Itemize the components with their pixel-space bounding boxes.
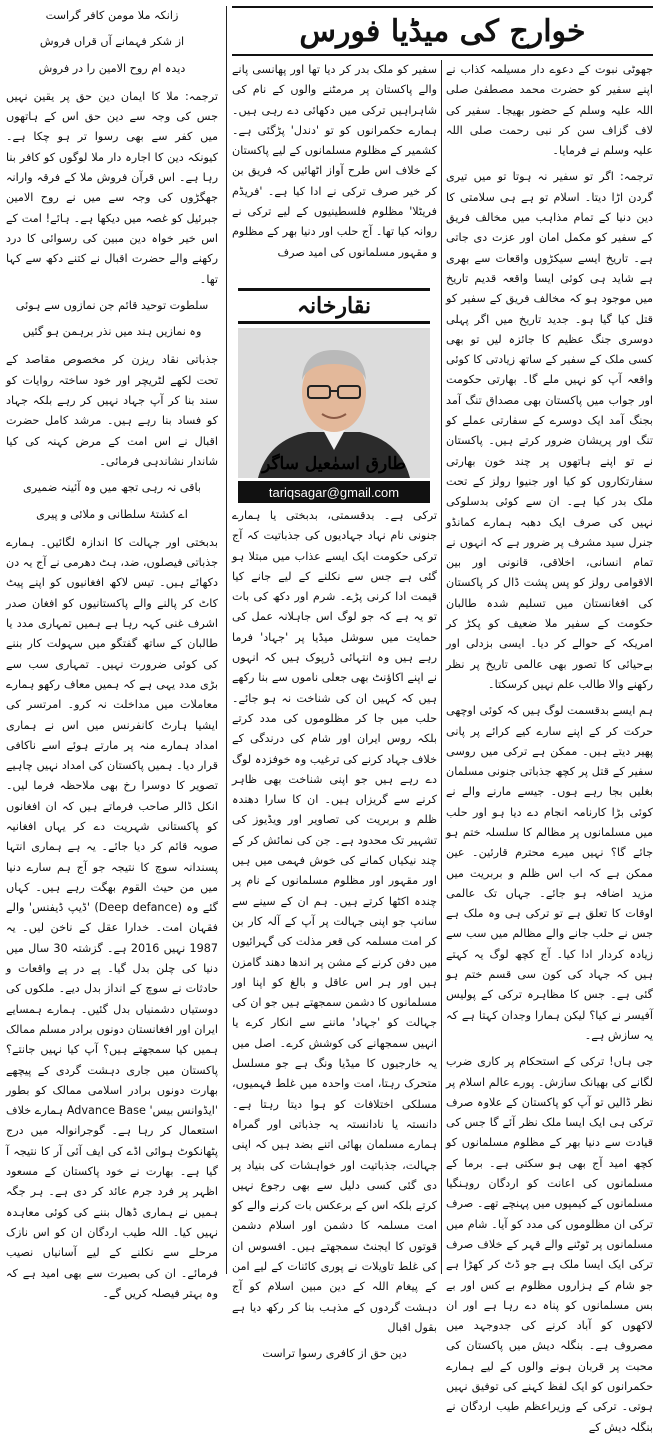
column-upper-text [232, 60, 437, 286]
author-photo [238, 328, 430, 478]
article-column-right [446, 60, 653, 1434]
paragraph: سفیر کو ملک بدر کر دیا تھا اور پھانسی پانے والے پاکستان پر مرمٹنے والوں کے نام کی شاہراہیں ترکی میں دکھائی دے رہی ہیں۔ ہمارے حکمرانوں کو تو 'دندل' پڑگئی ہے۔ کشمیر کے مظلوم مسلمانوں کے لیے پاکستان کے خلاف اس طرح آواز اٹھائیں کہ فریق بن کر خیر صرف ترکی نے ادا کیا ہے۔ 'فریڈم فریٹلا' مظلوم فلسطینیوں کے لیے ترکی نے روانہ کیا تھا۔ آج حلب اور دنیا بھر کے مظلوم و مقہور مسلمانوں کی امید صرف [232, 63, 437, 259]
article-column-left [6, 6, 218, 1300]
verse-line: زانکہ ملا مومن کافر گراست [45, 9, 179, 22]
verse-line: دین حق از کافری رسوا تراست [262, 1347, 407, 1361]
verse-line: سلطوت توحید قائم جن نمازوں سے ہوئی [15, 298, 209, 312]
paragraph: جذباتی نقاد ریزن کر مخصوص مقاصد کے تحت لکھے لٹریچر اور خود ساختہ روایات کو سند بنا کر آپ جہاد نہیں کر رہے بلکہ جہاد کو فساد بنا رہے ہیں۔ مرشد کامل حضرت اقبال نے اس امت کے مرض کہنہ کی کیا شاندار نشاندہی فرمائی۔ [6, 353, 218, 468]
paragraph: ترجمہ: اگر تو سفیر نہ ہوتا تو میں تیری گردن اڑا دیتا۔ اسلام تو ہے ہی سلامتی کا دین دنیا کے تمام مذاہب میں مخالف فریق کے سفیر کو مکمل امان اور عزت دی جاتی ہے۔ تاریخ ایسے سیکڑوں واقعات سے بھری ہے شاید ہی کوئی ایسا واقعہ قدیم تاریخ میں موجود ہو کہ مخالف فریق کے سفیر کو قتل کیا گیا ہو۔ جدید تاریخ میں اگر پہلی دوسری جنگ عظیم کا جائزہ لیں تو بھی کسی ملک کے سفیر کے ساتھ زیادتی کا کوئی واقعہ آپ کو نہیں ملے گا۔ بھارتی حکومت اور جواب میں پاکستان بھی مصداق تنگ آمد بجنگ آمد ایک دوسرے کے سفارتی عملے کو تنگ اور پریشان ضرور کرتے ہیں۔ پاکستان نے تو اپنے ہاتھوں پر چند خون بھارتی سفارتکاروں کو کیا اور جنیوا رولز کے تحت ملک بدر کیا ہے۔ ان سے کوئی بدسلوکی نہیں کی صرف ایک دھبہ ہمارے کمانڈو جنرل سید مشرف پر ضرور ہے کہ انہوں نے تمام انسانی، اخلاقی، قانونی اور بین الاقوامی رولز کو پس پشت ڈال کر پاکستان کی افغانستان میں تسلیم شدہ طالبان حکومت کے سفیر ملا ضعیف کو پکڑ کر امریکہ کے حوالے کر دیا۔ ایسی بزدلی اور بےحیائی کا تصور بھی عالمی تاریخ پر نظر رکھنے والا طالب علم نہیں کرسکتا۔ [446, 170, 653, 691]
verse-block [6, 478, 218, 525]
article-column-middle [232, 60, 437, 1361]
verse-line: باقی نہ رہی تجھ میں وہ آئینہ ضمیری [22, 481, 202, 495]
verse-line: وہ نمازیں ہند میں نذر برہمن ہو گئیں [22, 325, 202, 339]
column-lower-text [232, 506, 437, 1364]
verse-block [6, 6, 218, 79]
column-title: نقارخانہ [238, 288, 430, 324]
paragraph: ترکی ہے۔ بدقسمتی، بدبختی یا ہمارے جنونی نام نہاد جہادیوں کی جذباتیت کہ آج ترکی حکومت ایک ایسے عذاب میں مبتلا ہو گئی ہے جس سے نکلنے کے لیے جانے کیا قیمت ادا کرنی پڑے۔ شرم اور دکھ کی بات تو یہ ہے کہ جو لوگ اس جاہلانہ عمل کی حمایت میں سوشل میڈیا پر 'جہاد' فرما رہے ہیں وہ انتہائی ڈرپوک ہیں کہ انہوں نے اپنے اکاؤنٹ بھی جعلی ناموں سے بنا رکھے ہیں کہ کہیں ان کی شناخت نہ ہو جائے۔ حلب میں جا کر مظلوموں کی مدد کرتے بلکہ روس ایران اور شام کی درندگی کے خلاف جہاد کرنے کی ترغیب وہ خوفزدہ لوگ دے رہے ہیں جو اپنی شناخت بھی ظاہر کرنے سے گریزاں ہیں۔ ان کا سارا دھندہ ظلم و بربریت کی تصاویر اور ویڈیوز کی تشہیر تک محدود ہے۔ جن کی نمائش کر کے چند نیکیاں کمانے کی خوش فہمی میں ہیں اور مقہور اور مظلوم مسلمانوں کے نام پر چندہ اکٹھا کرتے ہیں۔ ہم ان کے سینے سے سانپ جو اپنی جہالت پر آپ کے آلہ کار بن کر امت مسلمہ کی قعر مذلت کی گہرائیوں میں دفن کرنے کے مشن پر اندھا دھند گامزن ہیں اور ہر اس عاقل و بالغ کو اپنا اور مسلمانوں کا دشمن سمجھتے ہیں جو ان کی جہالت کو 'جہاد' ماننے سے انکار کرے یا انہیں سمجھانے کی کوشش کرے۔ اصل میں یہ خارجیوں کا میڈیا ونگ ہے جو مسلسل متحرک رہتا، امت واحدہ میں غلط فہمیوں، مسلکی اختلافات کو ہوا دیتا رہتا ہے۔ دانستہ یا نادانستہ یہ جذباتی اور گمراہ ہمارے مسلمان بھائی اتنے بضد ہیں کہ اپنی جہالت، جذباتیت اور خواہشات کی بنیاد پر دی گئی کسی دلیل سے بھی رجوع نہیں کرتے بلکہ اس کے برعکس بات کرنے والے کو امت مسلمہ کا دشمن اور اسلام دشمن قوتوں کا ایجنٹ سمجھتے ہیں۔ افسوس ان کی غلط تاویلات نے پوری کائنات کے لیے امن کے پیغام اللہ کے دین مبین اسلام کو آج دہشت گردوں کے مذہب بنا کر رکھ دیا ہے بقول اقبال [232, 509, 437, 1334]
paragraph: جھوٹی نبوت کے دعوے دار مسیلمہ کذاب نے اپنے سفیر کو حضرت محمد مصطفیٰ صلی اللہ علیہ وسلم کے حضور بھیجا۔ سفیر کی لاف گزاف سن کر نبی رحمت صلی اللہ علیہ وسلم نے فرمایا۔ [446, 63, 653, 158]
columnist-box [238, 288, 430, 502]
verse-line: از شکر فہمانے آں قراں فروش [39, 35, 185, 49]
author-name: طارق اسمٰعیل ساگر [262, 454, 406, 474]
author-email[interactable]: tariqsagar@gmail.com [238, 481, 430, 503]
paragraph: ہم ایسے بدقسمت لوگ ہیں کہ کوئی اوچھی حرکت کر کے اپنے سارے کیے کرائے پر پانی پھیر دیتے ہیں۔ ممکن ہے ترکی میں روسی سفیر کے قتل پر کچھ جذباتی جنونی مسلمان بغلیں بجا رہے ہوں۔ جیسے مارنے والے نے کوئی بڑا کارنامہ انجام دے دیا ہو اور حلب میں مسلمانوں پر مظالم کا سلسلہ ختم ہو جائے گا؟ نہیں میرے محترم قارئین۔ عین ممکن ہے کہ اب اس ظلم و بربریت میں مزید اضافہ ہو جائے۔ جہاں تک عالمی اوقات کا تعلق ہے تو ترکی ہی وہ ملک ہے جس نے حلب جانے والے مظالم میں سب سے زیادہ کردار ادا کیا۔ آج کچھ لوگ یہ کہتے ہیں کہ جہاد کی کون سی قسم ختم ہو گئی ہے۔ جس کا مظاہرہ ترکی کے پولیس آفیسر نے کیا؟ لیکن ہمارا وجدان کہتا ہے کہ یہ سازش ہے۔ [446, 704, 653, 1042]
article-headline: خوارج کی میڈیا فورس [232, 6, 653, 56]
paragraph: ترجمہ: ملا کا ایمان دین حق پر یقین نہیں جس کی وجہ سے دین حق اس کے ہاتھوں میں کفر سے بھی رسوا تر ہو چکا ہے۔ کیونکہ دین کا اجارہ دار ملا لوگوں کو کافر بنا رہا ہے۔ اس قرآن فروش ملا کے فرقہ وارانہ جھگڑوں کی وجہ سے میں نے روح الامین جبرئیل کو غصہ میں دیکھا ہے۔ ہائے! امت کے اس خیر خواہ دین مبین کی رسوائی کا درد رکھنے والے حضرت اقبال نے کتنے دکھ سے کہا تھا۔ [6, 89, 218, 286]
paragraph: جی ہاں! ترکی کے استحکام پر کاری ضرب لگانے کی بھیانک سازش۔ پورے عالم اسلام پر نظر ڈالیں تو آپ کو پاکستان کے علاوہ صرف ترکی ہی ایک ایسا ملک نظر آئے گا جس کی قیادت سے دنیا بھر کے مظلوم مسلمانوں کو کچھ امید آج بھی ہو سکتی ہے۔ برما کے مسلمانوں کی اعانت کو اردگان روہنگیا مسلمانوں کے کیمپوں میں پہنچے تھے۔ صرف ترکی ان مظلوموں کی مدد کو آیا۔ شام میں مسلمانوں پر ٹوٹنے والے قہر کے خلاف صرف ترکی ایک ایسا ملک ہے جو ڈٹ کر کھڑا ہے جو شام کے ہزاروں مظلوم بے کس اور بے بس مسلمانوں کو پناہ دے رہا ہے اور ان لاکھوں کو آباد کرنے کی جدوجہد میں مصروف ہے۔ بنگلہ دیش میں پاکستان کی محبت پر قربان ہونے والوں کے لیے ہمارے حکمرانوں کو ایک لفظ کہنے کی توفیق نہیں ہوتی۔ ترکی کے وزیراعظم طیب اردگان نے بنگلہ دیش کے [446, 1055, 653, 1434]
verse-line: اے کشتۂ سلطانی و ملائی و پیری [36, 507, 188, 521]
verse-line: دیدہ ام روح الامین را در فروش [38, 61, 186, 75]
column-divider [441, 60, 442, 1274]
column-divider [226, 6, 227, 1274]
paragraph: بدبختی اور جہالت کا اندازہ لگائیں۔ ہمارے جذباتی فیصلوں، ضد، ہٹ دھرمی نے آج یہ دن دکھائے ہیں۔ تیس لاکھ افغانیوں کو اپنے پیٹ کاٹ کر پالنے والے پاکستانیوں کو افغان صدر اشرف غنی کہہ رہا ہے ہمیں تمہاری مدد یا طالبان کے ساتھ گفتگو میں سہولت کار بننے کی کوئی ضرورت نہیں۔ تمہاری سب سے بڑی مدد یہی ہے کہ ہمیں معاف رکھو ہمارے معاملات میں مداخلت نہ کرو۔ امرتسر کی ایشیا ہارٹ کانفرنس میں اس نے ہماری امداد ہمارے منہ پر مارتے ہوئے اسے ناکافی قرار دیا۔ ہمیں پاکستان کی امداد نہیں چاہیے تصویر کا دوسرا رخ بھی ملاحظہ فرما لیں۔ انکل ڈالر صاحب فرماتے ہیں کہ ان افغانوں کو پاکستانی شہریت دے کر یہاں افغانیہ صوبہ قائم کر دیا جائے۔ یہ ہے ہماری انتہا پسندانہ سوچ کا نتیجہ جو آج ہم سارے دنیا میں من حیث القوم بھگت رہے ہیں۔ کہاں گئے وہ (Deep defance) 'ڈیپ ڈیفنس' والے فقہان امت۔ خدارا عقل کے ناخن لیں۔ یہ 1987 نہیں 2016 ہے۔ گزشتہ 30 سال میں دنیا کی چلن بدل گیا۔ پے در پے واقعات و حادثات نے سوچ کے انداز بدل دیے۔ ملکوں کی دوستیاں دشمنیاں بدل گئیں۔ ہمارے ہمسایے ایران اور افغانستان دونوں برادر مسلم ممالک ہمیں کیا سمجھتے ہیں؟ آپ کیا نہیں جانتے؟ پاکستان میں جاری دہشت گردی کے پیچھے بھارت دونوں برادر اسلامی ممالک کو بطور 'ایڈوانس بیس' Advance Base ہمارے خلاف استعمال کر رہا ہے۔ گوجرانوالہ میں درج پٹھانکوٹ ہوائی اڈے کی ایف آئی آر کا نتیجہ آ گیا ہے۔ بھارت نے خود پاکستان کے مسعود اظہر پر فرد جرم عائد کر دی ہے۔ ہر جگہ ہمیں نے ہماری ڈھال بننے کی کوئی معاہدہ نہیں کیا۔ اللہ طیب اردگان ان کو اس نازک مرحلے سے نکلنے کے لیے آسانیاں نصیب فرمائے۔ ان کی بصیرت سے بھی امید ہے کہ وہ بہتر فیصلہ کریں گے۔ [6, 535, 218, 1300]
verse-block [6, 296, 218, 343]
